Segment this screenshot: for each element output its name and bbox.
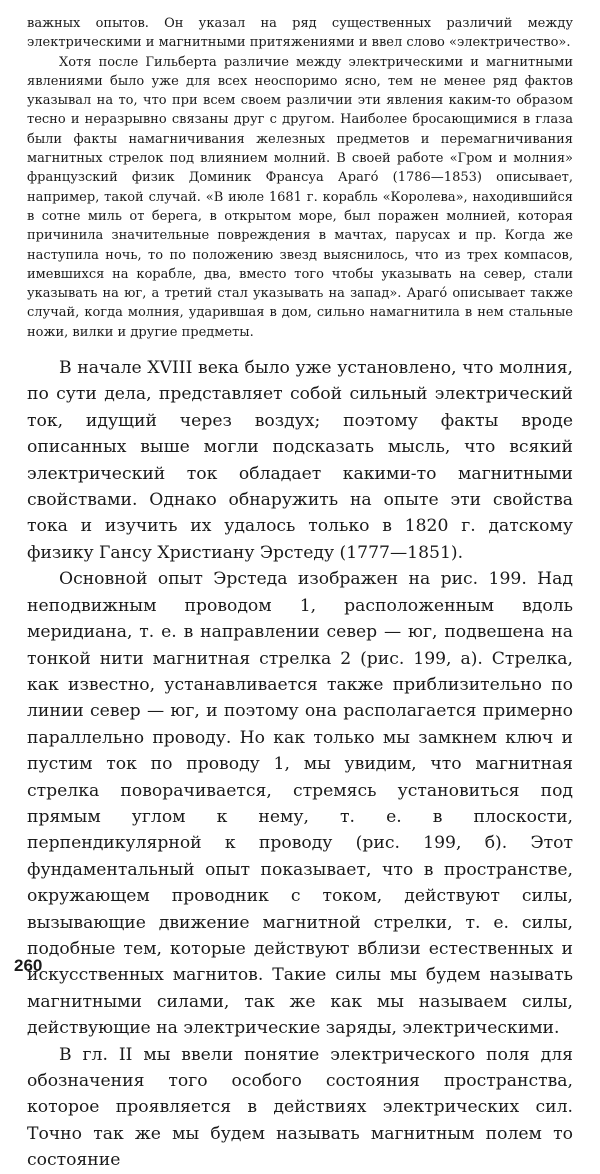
body-paragraph: В гл. II мы ввели понятие электрического поля для обозначения того особого состояния пространства, которое проявляется в действиях электрических сил. Точно так же мы будем называть магнитным полем то состояние <box>27 1044 573 1171</box>
page-number: 260 <box>14 956 43 975</box>
page-content <box>27 14 573 1174</box>
small-print-paragraph: важных опытов. Он указал на ряд существенных различий между электрическими и магнитными притяжениями и ввел слово «электричество». <box>27 16 573 51</box>
body-paragraph: Основной опыт Эрстеда изображен на рис. 199. Над неподвижным проводом 1, расположенным вдоль меридиана, т. е. в направлении север — юг, подвешена на тонкой нити магнитная стрелка 2 (рис. 199, а). Стрелка, как известно, устанавливается также приблизительно по линии север — юг, и поэтому она располагается примерно параллельно проводу. Но как только мы замкнем ключ и пустим ток по проводу 1, мы увидим, что магнитная стрелка поворачивается, стремясь установиться под прямым углом к нему, т. е. в плоскости, перпендикулярной к проводу (рис. 199, б). Этот фундаментальный опыт показывает, что в пространстве, окружающем проводник с током, действуют силы, вызывающие движение магнитной стрелки, т. е. силы, подобные тем, которые действуют вблизи естественных и искусственных магнитов. Такие силы мы будем называть магнитными силами, так же как мы называем силы, действующие на электрические заряды, электрическими. <box>27 569 573 1039</box>
body-paragraph: В начале XVIII века было уже установлено, что молния, по сути дела, представляет собой сильный электрический ток, идущий через воздух; поэтому факты вроде описанных выше могли подсказать мысль, что всякий электрический ток обладает какими-то магнитными свойствами. Однако обнаружить на опыте эти свойства тока и изучить их удалось только в 1820 г. датскому физику Гансу Христиану Эрстеду (1777—1851). <box>27 358 573 563</box>
small-print-paragraph: Хотя после Гильберта различие между электрическими и магнитными явлениями было уже для всех неоспоримо ясно, тем не менее ряд фактов указывал на то, что при всем своем различии эти явления каким-то образом тесно и неразрывно связаны друг с другом. Наиболее бросающимися в глаза были факты намагничивания железных предметов и перемагничивания магнитных стрелок под влиянием молний. В своей работе «Гром и молния» французский физик Доминик Франсуа Араго́ (1786—1853) описывает, например, такой случай. «В июле 1681 г. корабль «Королева», находившийся в сотне миль от берега, в открытом море, был поражен молнией, которая причинила значительные повреждения в мачтах, парусах и пр. Когда же наступила ночь, то по положению звезд выяснилось, что из трех компасов, имевшихся на корабле, два, вместо того чтобы указывать на север, стали указывать на юг, а третий стал указывать на запад». Араго́ описывает также случай, когда молния, ударившая в дом, сильно намагнитила в нем стальные ножи, вилки и другие предметы. <box>27 54 573 340</box>
main-text-block <box>27 355 573 1174</box>
small-print-block <box>27 14 573 342</box>
